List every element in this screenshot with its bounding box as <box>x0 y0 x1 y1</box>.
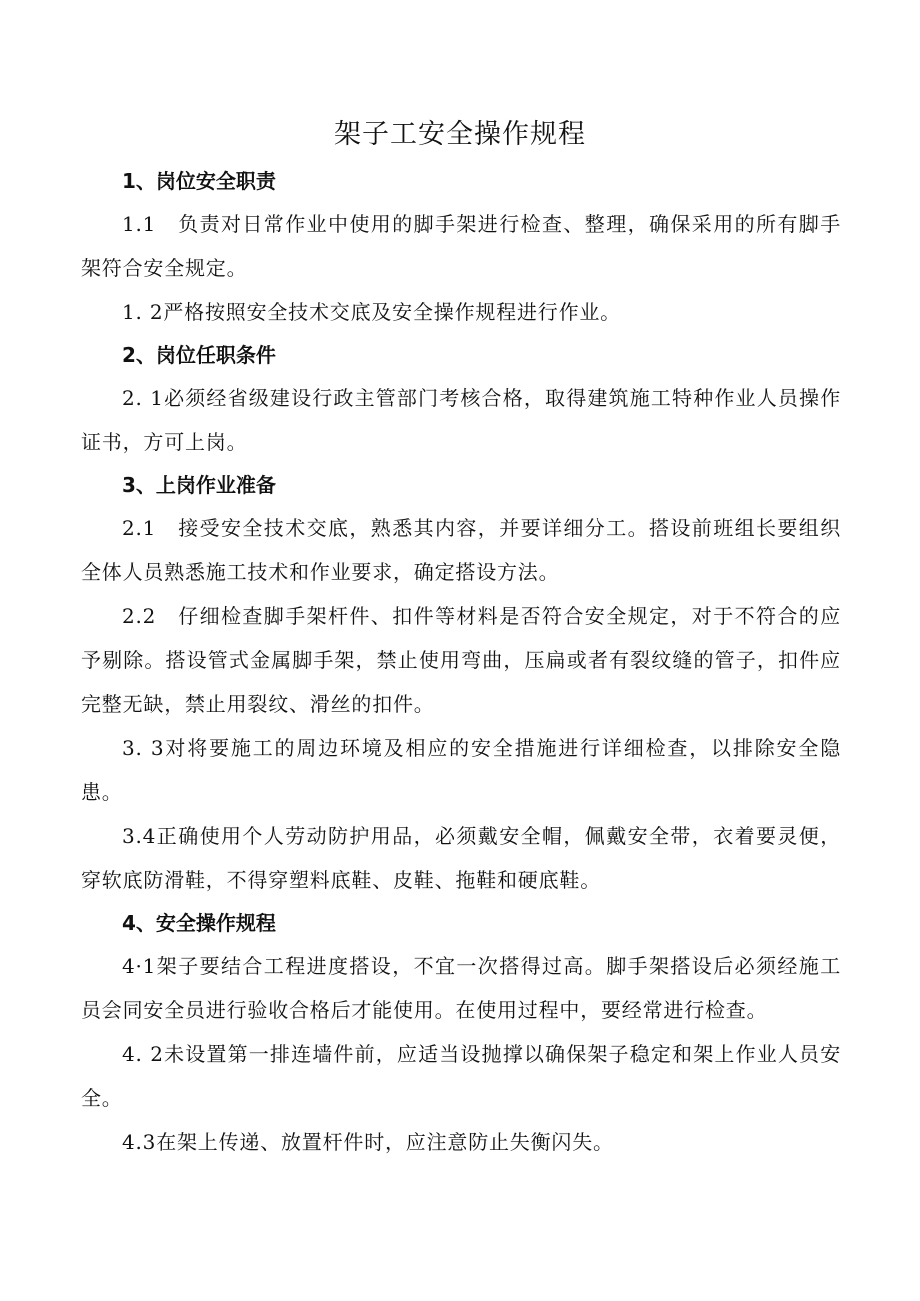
paragraph-3-1: 2.1 接受安全技术交底，熟悉其内容，并要详细分工。搭设前班组长要组织全体人员熟悉施工技术和作业要求，确定搭设方法。 <box>81 516 841 584</box>
paragraph-4-3: 4.3在架上传递、放置杆件时，应注意防止失衡闪失。 <box>122 1130 614 1154</box>
section-heading-1: 1、岗位安全职责 <box>122 169 276 193</box>
paragraph-3-4: 3.4正确使用个人劳动防护用品，必须戴安全帽，佩戴安全带，衣着要灵便，穿软底防滑鞋，不得穿塑料底鞋、皮鞋、拖鞋和硬底鞋。 <box>81 824 841 892</box>
paragraph-2-1: 2. 1必须经省级建设行政主管部门考核合格，取得建筑施工特种作业人员操作证书，方可上岗。 <box>81 386 841 454</box>
paragraph-4-2: 4. 2未设置第一排连墙件前，应适当设抛撑以确保架子稳定和架上作业人员安全。 <box>81 1042 841 1110</box>
section-heading-4: 4、安全操作规程 <box>122 911 276 935</box>
paragraph-3-3: 3. 3对将要施工的周边环境及相应的安全措施进行详细检查，以排除安全隐患。 <box>81 736 841 804</box>
document-body <box>81 160 841 1164</box>
document-title: 架子工安全操作规程 <box>334 119 586 150</box>
paragraph-1-2: 1. 2严格按照安全技术交底及安全操作规程进行作业。 <box>122 300 621 324</box>
paragraph-1-1: 1.1 负责对日常作业中使用的脚手架进行检查、整理，确保采用的所有脚手架符合安全规定。 <box>81 212 841 280</box>
paragraph-4-1: 4·1架子要结合工程进度搭设，不宜一次搭得过高。脚手架搭设后必须经施工员会同安全员进行验收合格后才能使用。在使用过程中，要经常进行检查。 <box>81 954 841 1022</box>
section-heading-3: 3、上岗作业准备 <box>122 473 276 497</box>
section-heading-2: 2、岗位任职条件 <box>122 343 276 367</box>
paragraph-3-2: 2.2 仔细检查脚手架杆件、扣件等材料是否符合安全规定，对于不符合的应予剔除。搭设管式金属脚手架，禁止使用弯曲，压扁或者有裂纹缝的管子，扣件应完整无缺，禁止用裂纹、滑丝的扣件。 <box>81 604 841 716</box>
